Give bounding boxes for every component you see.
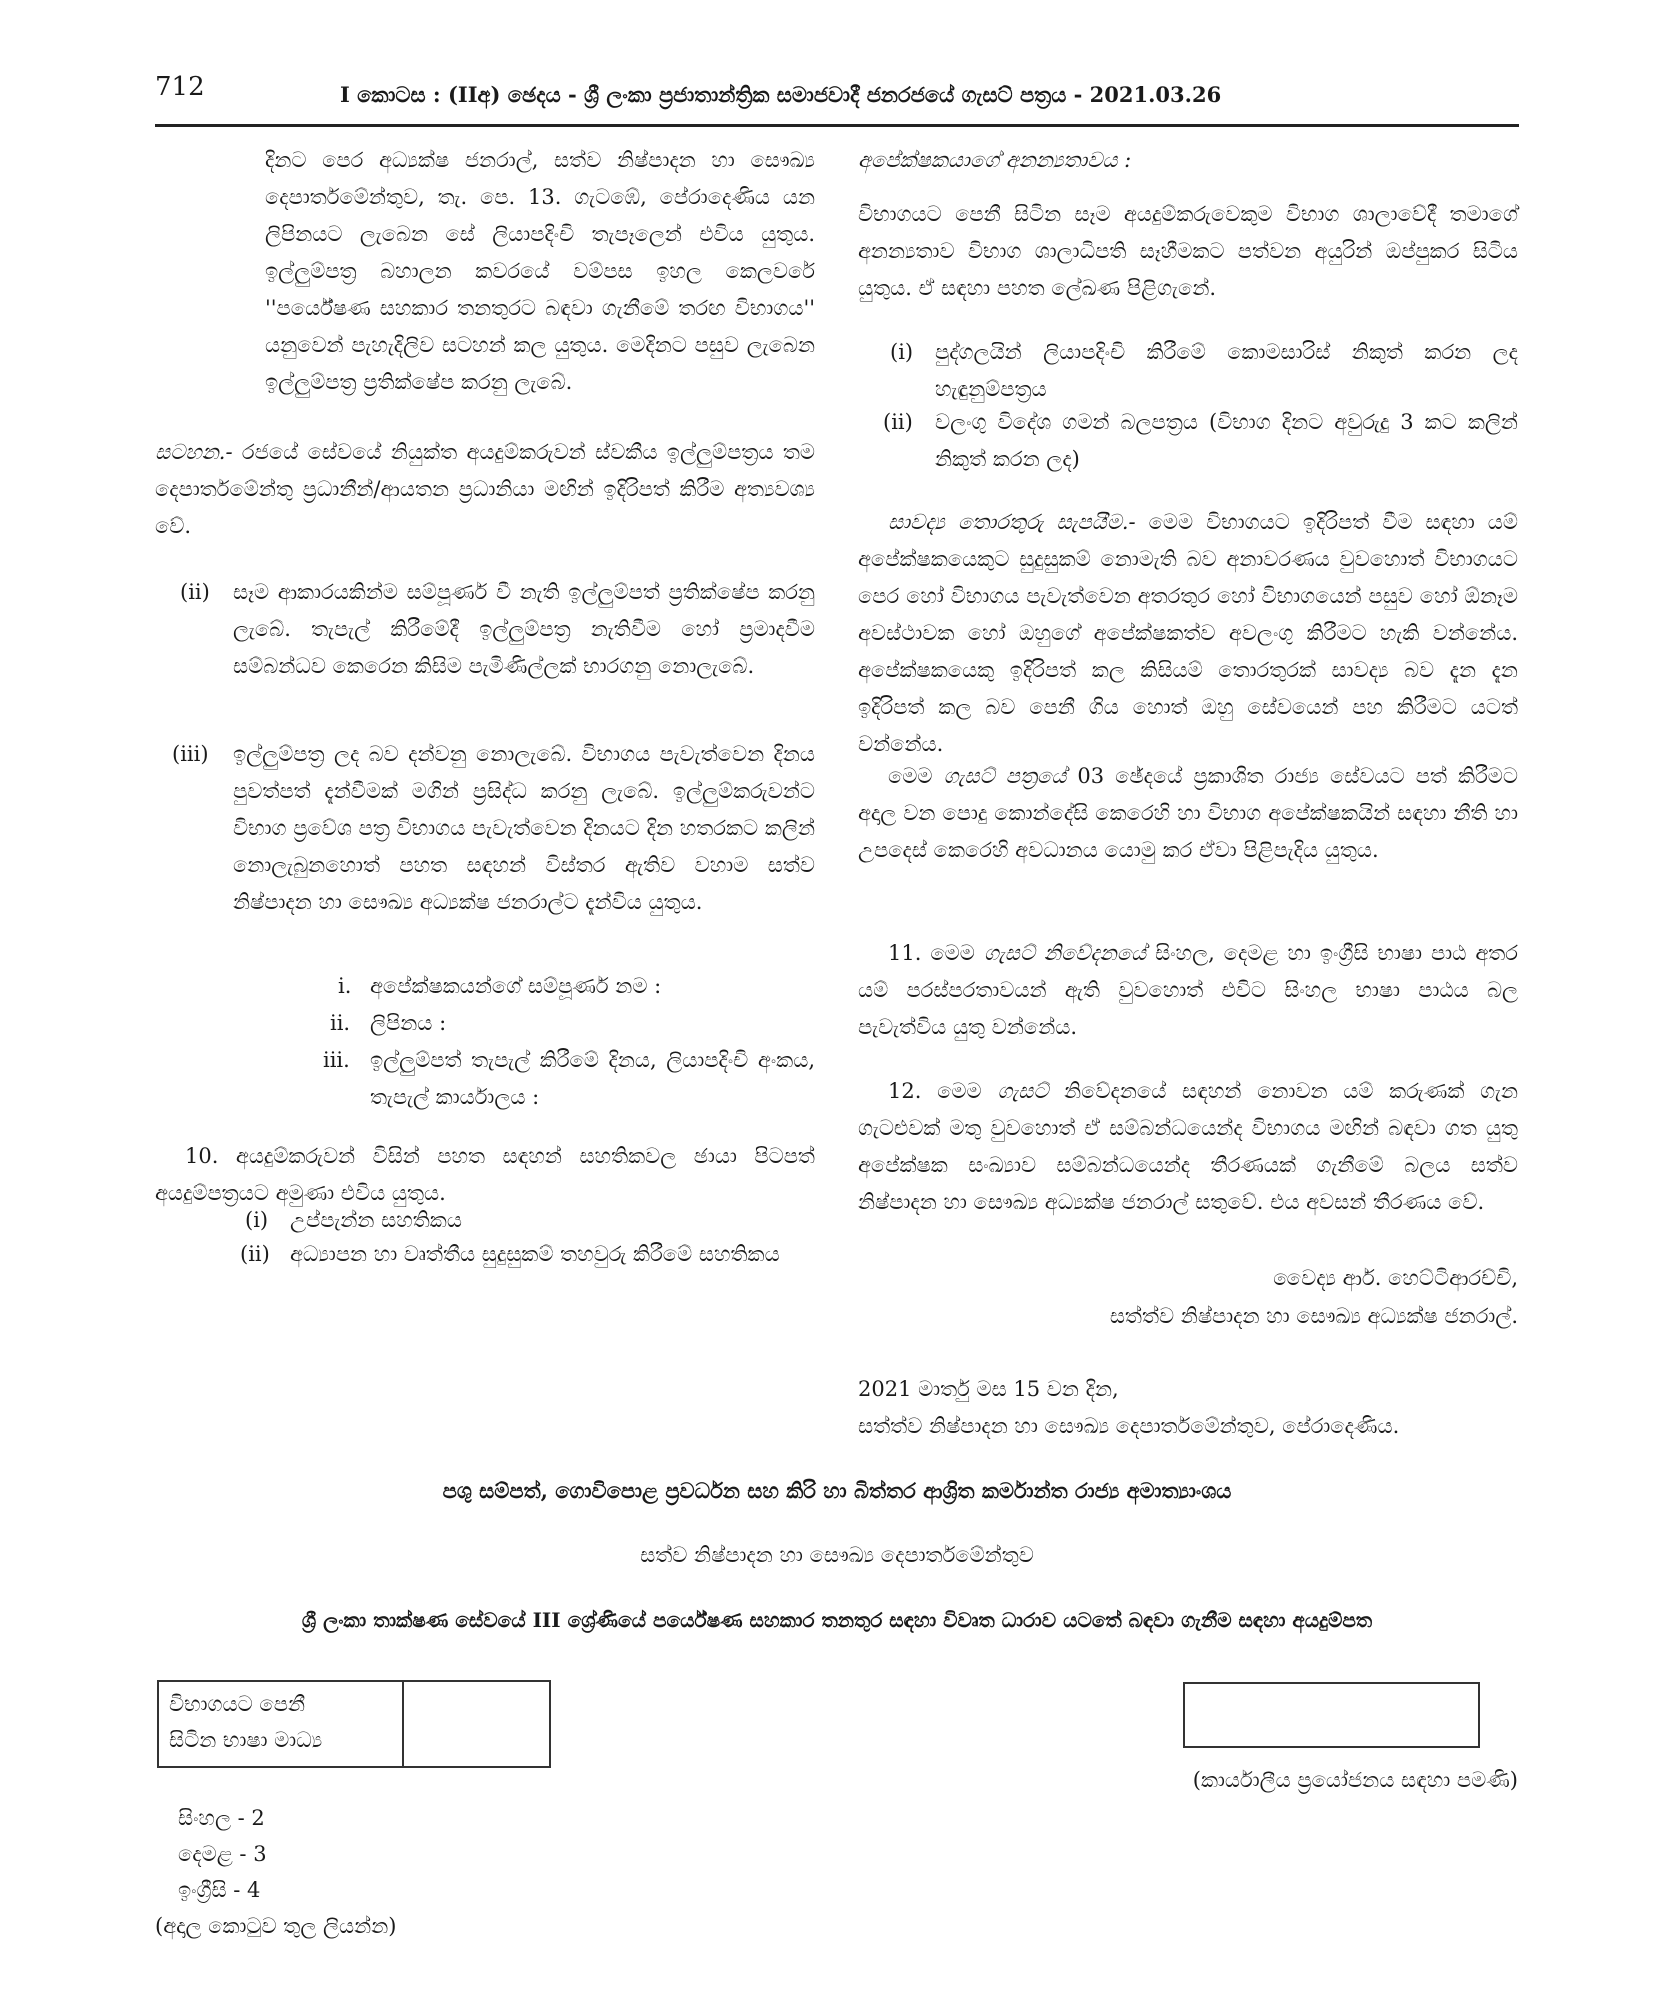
- language-medium-box: [157, 1680, 551, 1768]
- item-iii-number: (iii): [172, 742, 209, 766]
- note-label: සටහන.-: [155, 440, 233, 464]
- sub-item-3-text: ඉල්ලුම්පත් තැපැල් කිරීමේ දිනය, ලියාපදිංචි අංකය, තැපැල් කාර්යාලය :: [370, 1048, 815, 1109]
- identity-paragraph: විභාගයට පෙනී සිටින සෑම අයදුම්කරුවෙකුම විභාග ශාලාවේදී තමාගේ අනන්‍යතාව විභාග ශාලාධිපති සෑහීමකට පත්වන අයුරින් ඔප්පුකර සිටිය යුතුය. ඒ සඳහා පහත ලේඛණ පිළිගැනේ.: [858, 202, 1518, 300]
- ministry-heading: පශු සම්පත්, ගොවිපොළ ප්‍රවර්ධන සහ කිරි හා බිත්තර ආශ්‍රිත කර්මාන්ත රාජ්‍ය අමාත්‍යාංශය: [442, 1478, 1232, 1503]
- application-form-title: ශ්‍රී ලංකා තාක්ෂණ සේවයේ III ශ්‍රේණියේ පර්යේෂණ සහකාර තනතුර සඳහා විවෘත ධාරාව යටතේ බඳවා ගැනීම සඳහා අයදුම්පත: [301, 1608, 1373, 1632]
- identity-heading: අපේක්ෂකයාගේ අනන්‍යතාවය :: [858, 148, 1132, 172]
- signatory-name: වෛද්‍ය ආර්. හෙට්ටිආරච්චි,: [1273, 1266, 1518, 1290]
- id-item-1-number: (i): [890, 340, 914, 364]
- office-use-box[interactable]: [1183, 1682, 1480, 1748]
- gazette-paragraph: මෙම ගැසට් පත්‍රයේ 03 ඡේදයේ ප්‍රකාශිත රාජ්‍ය සේවයට පත් කිරීමට අදාල වන පොදු කොන්දේසි කෙරෙහි හා විභාග අපේක්ෂකයින් සඳහා නීති හා උපදෙස් කෙරෙහි අවධානය යොමු කර ඒවා පිළිපැදිය යුතුය.: [858, 764, 1518, 862]
- language-sinhala: සිංහල - 2: [178, 1806, 265, 1830]
- gazette-header-title: I කොටස : (IIඅ) ඡෙදය - ශ්‍රී ලංකා ප්‍රජාතාන්ත්‍රික සමාජවාදී ජනරජයේ ගැසට් පත්‍රය - 2021.03.26: [340, 82, 1222, 107]
- id-item-2-number: (ii): [883, 410, 913, 434]
- sub-item-2-number: ii.: [330, 1011, 351, 1035]
- item-ii-text: සෑම ආකාරයකින්ම සම්පූර්ණ වී නැති ඉල්ලුම්පත් ප්‍රතික්ෂේප කරනු ලැබේ. තැපැල් කිරීමේදී ඉල්ලුම්පත්‍ර නැතිවීම හෝ ප්‍රමාදවීම සම්බන්ධව කෙරෙන කිසිම පැමිණිල්ලක් භාරගනු නොලැබේ.: [233, 580, 815, 678]
- language-medium-label-line-2: සිටින භාෂා මාධ්‍ය: [169, 1728, 323, 1752]
- sub-item-1-text: අපේක්ෂකයන්ගේ සම්පූර්ණ නම :: [370, 974, 662, 998]
- p10-item-1-number: (i): [245, 1208, 269, 1232]
- date-line: 2021 මාර්තු මස 15 වන දින,: [858, 1377, 1119, 1401]
- p10-item-2-number: (ii): [240, 1242, 270, 1266]
- note-paragraph: [155, 434, 815, 545]
- page-number: 712: [155, 72, 205, 102]
- language-medium-label-line-1: විභාගයට පෙනී: [169, 1692, 305, 1716]
- language-english: ඉංග්‍රීසි - 4: [178, 1878, 261, 1902]
- box-instruction: (අදාල කොටුව තුල ලියන්න): [155, 1914, 397, 1938]
- item-ii-number: (ii): [180, 580, 210, 604]
- item-iii-text: ඉල්ලුම්පත්‍ර ලද බව දන්වනු නොලැබේ. විභාගය පැවැත්වෙන දිනය පුවත්පත් දැන්වීමක් මගින් ප්‍රසිද්ධ කරනු ලැබේ. ඉල්ලුම්කරුවන්ට විභාග ප්‍රවේශ පත්‍ර විභාගය පැවැත්වෙන දිනයට දින හතරකට කලින් නොලැබුනහොත් පහත සඳහන් විස්තර ඇතිව වහාම සත්ව නිෂ්පාදන හා සෞඛ්‍ය අධ්‍යක්ෂ ජනරාල්ට දැන්විය යුතුය.: [233, 742, 815, 914]
- note-text: රජයේ සේවයේ නියුක්ත අයදුම්කරුවන් ස්වකීය ඉල්ලුම්පත්‍රය තම දෙපාර්තමේන්තු ප්‍රධානීන්/ආයතන ප්‍රධානියා මඟින් ඉදිරිපත් කිරීම අත්‍යවශ්‍ය වේ.: [155, 440, 815, 538]
- p10-item-1-text: උප්පැන්න සහතිකය: [290, 1208, 462, 1232]
- paragraph-10: 10. අයදුම්කරුවන් විසින් පහත සඳහන් සහතිකවල ඡායා පිටපත් අයදුම්පත්‍රයට අමුණා එවිය යුතුය.: [155, 1144, 815, 1205]
- p10-item-2-text: අධ්‍යාපන හා වෘත්තීය සුදුසුකම් තහවුරු කිරීමේ සහතිකය: [290, 1242, 780, 1266]
- id-item-1-text: පුද්ගලයින් ලියාපදිංචි කිරීමේ කොමසාරිස් නිකුත් කරන ලද හැඳුනුම්පත්‍රය: [935, 340, 1518, 401]
- intro-paragraph: දිනට පෙර අධ්‍යක්ෂ ජනරාල්, සත්ව නිෂ්පාදන හා සෞඛ්‍ය දෙපාර්තමේන්තුව, තැ. පෙ. 13. ගැටඹේ, පේරාදෙණිය යන ලිපිනයට ලැබෙන සේ ලියාපදිංචි තැපෑලෙන් එවිය යුතුය. ඉල්ලුම්පත්‍ර බහාලන කවරයේ වම්පස ඉහල කෙලවරේ ''පර්යේෂණ සහකාර තනතුරට බඳවා ගැනීමේ තරඟ විභාගය'' යනුවෙන් පැහැදිලිව සටහන් කල යුතුය. මෙදිනට පසුව ලැබෙන ඉල්ලුම්පත්‍ර ප්‍රතික්ෂේප කරනු ලැබේ.: [265, 148, 815, 394]
- false-info-label: සාවද්‍ය තොරතුරු සැපයීම.-: [888, 510, 1136, 534]
- office-use-label: (කාර්යාලීය ප්‍රයෝජනය සඳහා පමණි): [1192, 1768, 1518, 1792]
- language-medium-label-cell: [159, 1682, 404, 1766]
- department-heading: සත්ව නිෂ්පාදන හා සෞඛ්‍ය දෙපාර්තමේන්තුව: [640, 1543, 1034, 1567]
- language-medium-input-cell[interactable]: [404, 1682, 549, 1766]
- signatory-title: සත්ත්ව නිෂ්පාදන හා සෞඛ්‍ය අධ්‍යක්ෂ ජනරාල්.: [1109, 1304, 1518, 1328]
- false-info-paragraph: [858, 504, 1518, 763]
- false-info-text: මෙම විභාගයට ඉදිරිපත් වීම සඳහා යම් අපේක්ෂකයෙකුට සුදුසුකම් නොමැති බව අනාවරණය වුවහොත් විභාගයට පෙර හෝ විභාගය පැවැත්වෙන අතරතුර හෝ විභාගයෙන් පසුව හෝ ඕනෑම අවස්ථාවක හෝ ඔහුගේ අපේක්ෂකත්ව අවලංගු කිරීමට හැකි වන්නේය. අපේක්ෂකයෙකු ඉදිරිපත් කල කිසියම් තොරතුරක් සාවද්‍ය බව දැන දැන ඉදිරිපත් කල බව පෙනී ගිය හොත් ඔහු සේවයෙන් පහ කිරීමට යටත් වන්නේය.: [858, 510, 1518, 756]
- id-item-2-text: වලංගු විදේශ ගමන් බලපත්‍රය (විභාග දිනට අවුරුදු 3 කට කලින් නිකුත් කරන ලද): [935, 410, 1518, 471]
- paragraph-11: 11. මෙම ගැසට් නිවේදනයේ සිංහල, දෙමළ හා ඉංග්‍රීසි භාෂා පාඨ අතර යම් පරස්පරතාවයන් ඇති වුවහොත් එවිට සිංහල භාෂා පාඨය බල පැවැත්විය යුතු වන්නේය.: [858, 941, 1518, 1039]
- sub-item-1-number: i.: [338, 974, 352, 998]
- language-tamil: දෙමළ - 3: [178, 1842, 267, 1866]
- sub-item-3-number: iii.: [323, 1048, 350, 1072]
- paragraph-12: 12. මෙම ගැසට් නිවේදනයේ සඳහන් නොවන යම් කරුණක් ගැන ගැටළුවක් මතු වුවහොත් ඒ සම්බන්ධයෙන්ද විභාගය මඟින් බඳවා ගත යුතු අපේක්ෂක සංඛ්‍යාව සම්බන්ධයෙන්ද තීරණයක් ගැනීමේ බලය සත්ව නිෂ්පාදන හා සෞඛ්‍ය අධ්‍යක්ෂ ජනරාල් සතුවේ. එය අවසන් තීරණය වේ.: [858, 1079, 1519, 1214]
- place-line: සත්ත්ව නිෂ්පාදන හා සෞඛ්‍ය දෙපාර්තමේන්තුව, පේරාදෙණිය.: [858, 1414, 1400, 1438]
- sub-item-2-text: ලිපිනය :: [370, 1011, 447, 1035]
- header-rule: [155, 124, 1519, 127]
